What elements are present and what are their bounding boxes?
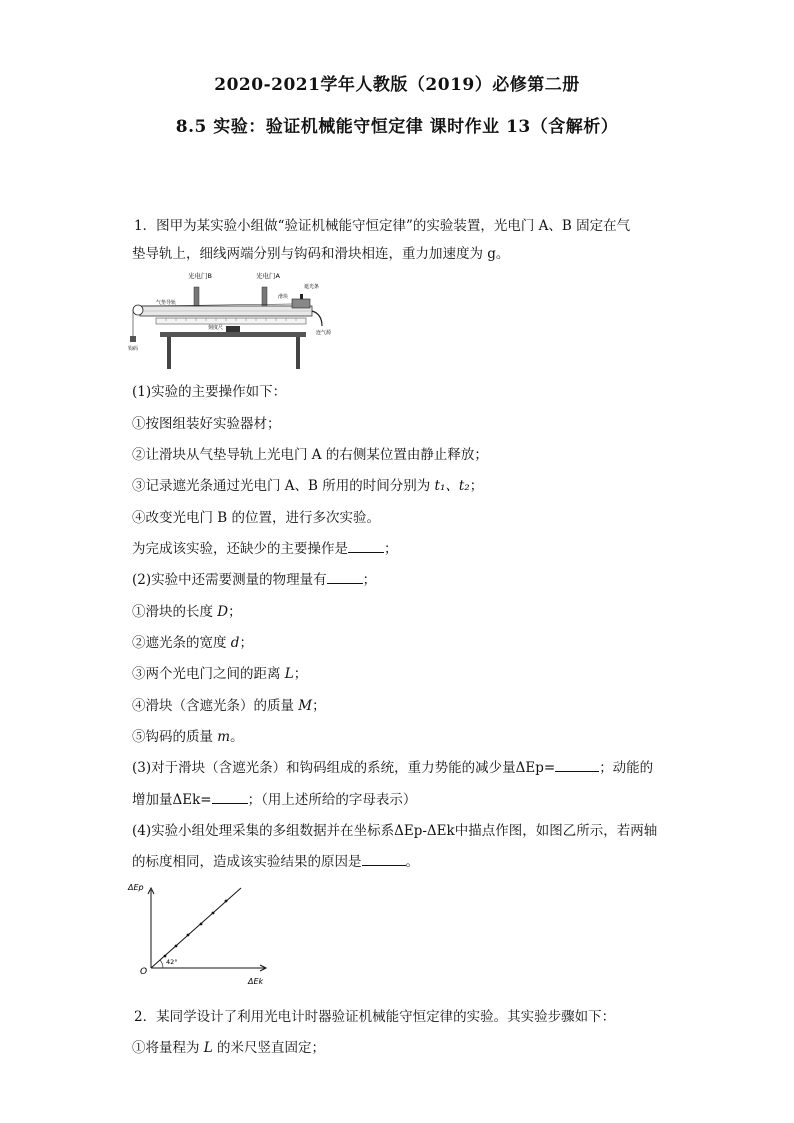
q1-intro-line2: 垫导轨上，细线两端分别与钩码和滑块相连，重力加速度为 g。 xyxy=(132,246,510,262)
label-track: 气垫导轨 xyxy=(156,300,177,306)
photogate-a xyxy=(262,287,267,306)
answer-blank-4[interactable] xyxy=(212,791,248,804)
q1-option3: ③两个光电门之间的距离 L； xyxy=(132,666,308,682)
pulley xyxy=(133,305,143,315)
q1-intro-line1: 1．图甲为某实验小组做“验证机械能守恒定律”的实验装置，光电门 A、B 固定在气 xyxy=(134,218,631,234)
q1-step3: ③记录遮光条通过光电门 A、B 所用的时间分别为 t₁、t₂； xyxy=(132,478,484,494)
data-point xyxy=(175,945,178,948)
figure-energy-graph xyxy=(126,880,272,990)
data-point xyxy=(225,900,228,903)
label-slider: 滑块 xyxy=(278,294,289,300)
y-axis-label: ΔEp xyxy=(128,883,144,892)
track-support xyxy=(226,326,240,332)
q1-part2: (2)实验中还需要测量的物理量有 ； xyxy=(132,572,377,588)
document-title-line1: 2020-2021学年人教版（2019）必修第二册 xyxy=(214,75,580,95)
data-point xyxy=(212,912,215,915)
label-gate-a: 光电门A xyxy=(256,272,280,280)
label-ruler: 刻度尺 xyxy=(208,325,224,331)
hook-weight xyxy=(130,336,136,342)
answer-blank-5[interactable] xyxy=(362,853,406,866)
answer-blank-3[interactable] xyxy=(555,759,599,772)
table-leg-left xyxy=(167,337,171,369)
angle-label: 42° xyxy=(166,958,178,966)
q1-part3-line2: 增加量ΔEk= ；（用上述所给的字母表示） xyxy=(132,792,417,808)
q1-option5: ⑤钩码的质量 m。 xyxy=(132,729,244,745)
origin-label: O xyxy=(140,967,148,977)
slider-block xyxy=(292,299,310,308)
answer-blank-2[interactable] xyxy=(327,571,363,584)
data-point xyxy=(187,934,190,937)
shade-strip xyxy=(300,294,303,299)
table-top xyxy=(160,332,306,337)
angle-arc xyxy=(160,960,163,968)
q2-step1: ①将量程为 L 的米尺竖直固定； xyxy=(132,1040,326,1056)
label-shade: 遮光条 xyxy=(304,284,320,290)
photogate-b xyxy=(194,287,199,306)
label-weight: 钩码 xyxy=(128,346,139,352)
data-point xyxy=(200,923,203,926)
figure-air-track-apparatus xyxy=(126,266,342,372)
label-hose: 连气源 xyxy=(316,330,332,336)
x-axis-label: ΔEk xyxy=(248,977,264,986)
air-hose xyxy=(312,311,322,326)
ruler xyxy=(156,318,306,324)
table-leg-right xyxy=(296,337,300,369)
q1-option4: ④滑块（含遮光条）的质量 M； xyxy=(132,698,326,714)
q1-missing-step: 为完成该实验，还缺少的主要操作是 ； xyxy=(132,541,398,557)
answer-blank-1[interactable] xyxy=(348,540,384,553)
q1-option1: ①滑块的长度 D； xyxy=(132,604,242,620)
label-gate-b: 光电门B xyxy=(188,272,212,280)
q1-step4: ④改变光电门 B 的位置，进行多次实验。 xyxy=(132,510,381,526)
q1-part1-heading: (1)实验的主要操作如下： xyxy=(132,384,287,400)
q2-intro: 2．某同学设计了利用光电计时器验证机械能守恒定律的实验。其实验步骤如下： xyxy=(134,1009,616,1025)
q1-part3-line1: (3)对于滑块（含遮光条）和钩码组成的系统，重力势能的减少量ΔEp= ；动能的 xyxy=(132,760,654,776)
q1-step1: ①按图组装好实验器材； xyxy=(132,416,281,432)
q1-part4-line1: (4)实验小组处理采集的多组数据并在坐标系ΔEp-ΔEk中描点作图，如图乙所示，若两轴 xyxy=(132,823,658,839)
data-point xyxy=(164,955,167,958)
q1-step2: ②让滑块从气垫导轨上光电门 A 的右侧某位置由静止释放； xyxy=(132,447,488,463)
document-title-line2: 8.5 实验：验证机械能守恒定律 课时作业 13（含解析） xyxy=(175,117,619,137)
q1-option2: ②遮光条的宽度 d； xyxy=(132,635,253,651)
q1-part4-line2: 的标度相同，造成该实验结果的原因是 。 xyxy=(132,854,419,870)
